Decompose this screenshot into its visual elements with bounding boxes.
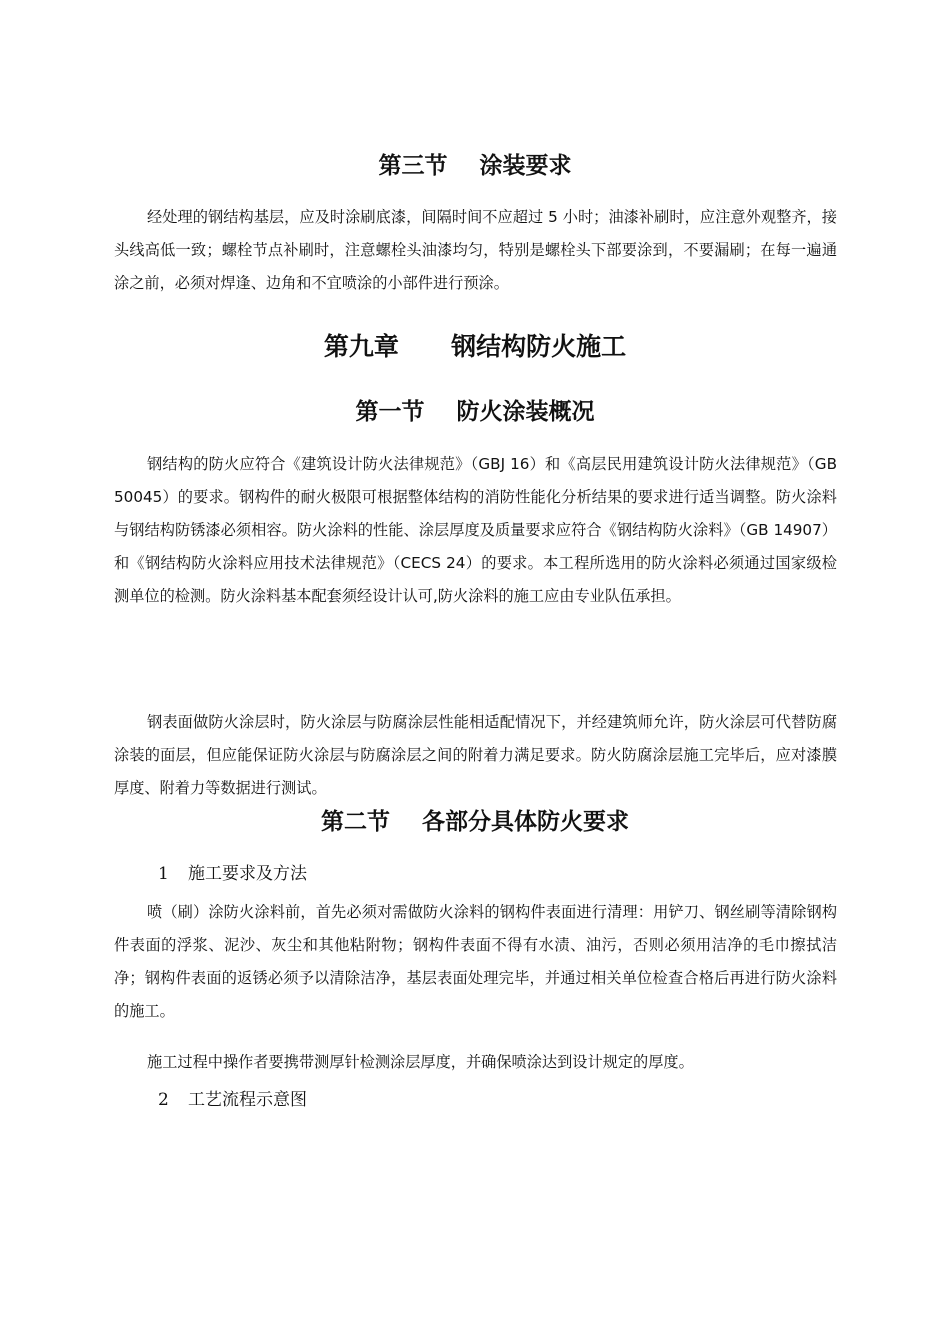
chapter-9-heading: 第九章 钢结构防火施工	[323, 332, 627, 361]
list-item-2-number: 2	[158, 1090, 169, 1110]
section-1-paragraph-2: 钢表面做防火涂层时，防火涂层与防腐涂层性能相适配情况下，并经建筑师允许，防火涂层可代替防腐涂装的面层，但应能保证防火涂层与防腐涂层之间的附着力满足要求。防火防腐涂层施工完毕后，应对漆膜厚度、附着力等数据进行测试。	[114, 713, 837, 797]
list-item-2-title: 工艺流程示意图	[188, 1090, 307, 1110]
section-2-heading: 第二节 各部分具体防火要求	[320, 809, 630, 835]
section-2-paragraph-2: 施工过程中操作者要携带测厚针检测涂层厚度，并确保喷涂达到设计规定的厚度。	[147, 1053, 694, 1071]
section-1-heading: 第一节 防火涂装概况	[355, 399, 595, 425]
list-item-2	[158, 1085, 307, 1115]
section-2-paragraph-1: 喷（刷）涂防火涂料前，首先必须对需做防火涂料的钢构件表面进行清理：用铲刀、钢丝刷等清除钢构件表面的浮浆、泥沙、灰尘和其他粘附物；钢构件表面不得有水渍、油污，否则必须用洁净的毛巾擦拭洁净；钢构件表面的返锈必须予以清除洁净，基层表面处理完毕，并通过相关单位检查合格后再进行防火涂料的施工。	[114, 903, 837, 1020]
list-item-1-title: 施工要求及方法	[188, 864, 307, 884]
section-3-heading: 第三节 涂装要求	[378, 153, 572, 179]
list-item-1	[158, 859, 307, 889]
section-1-paragraph-1: 钢结构的防火应符合《建筑设计防火法律规范》（GBJ 16）和《高层民用建筑设计防火法律规范》（GB 50045）的要求。钢构件的耐火极限可根据整体结构的消防性能化分析结果的要求进行适当调整。防火涂料与钢结构防锈漆必须相容。防火涂料的性能、涂层厚度及质量要求应符合《钢结构防火涂料》（GB 14907）和《钢结构防火涂料应用技术法律规范》（CECS 24）的要求。本工程所选用的防火涂料必须通过国家级检测单位的检测。防火涂料基本配套须经设计认可,防火涂料的施工应由专业队伍承担。	[114, 455, 837, 605]
list-item-1-number: 1	[158, 864, 169, 884]
section-3-paragraph: 经处理的钢结构基层，应及时涂刷底漆，间隔时间不应超过 5 小时；油漆补刷时，应注意外观整齐，接头线高低一致；螺栓节点补刷时，注意螺栓头油漆均匀，特别是螺栓头下部要涂到，不要漏刷；在每一遍通涂之前，必须对焊逢、边角和不宜喷涂的小部件进行预涂。	[114, 208, 837, 292]
